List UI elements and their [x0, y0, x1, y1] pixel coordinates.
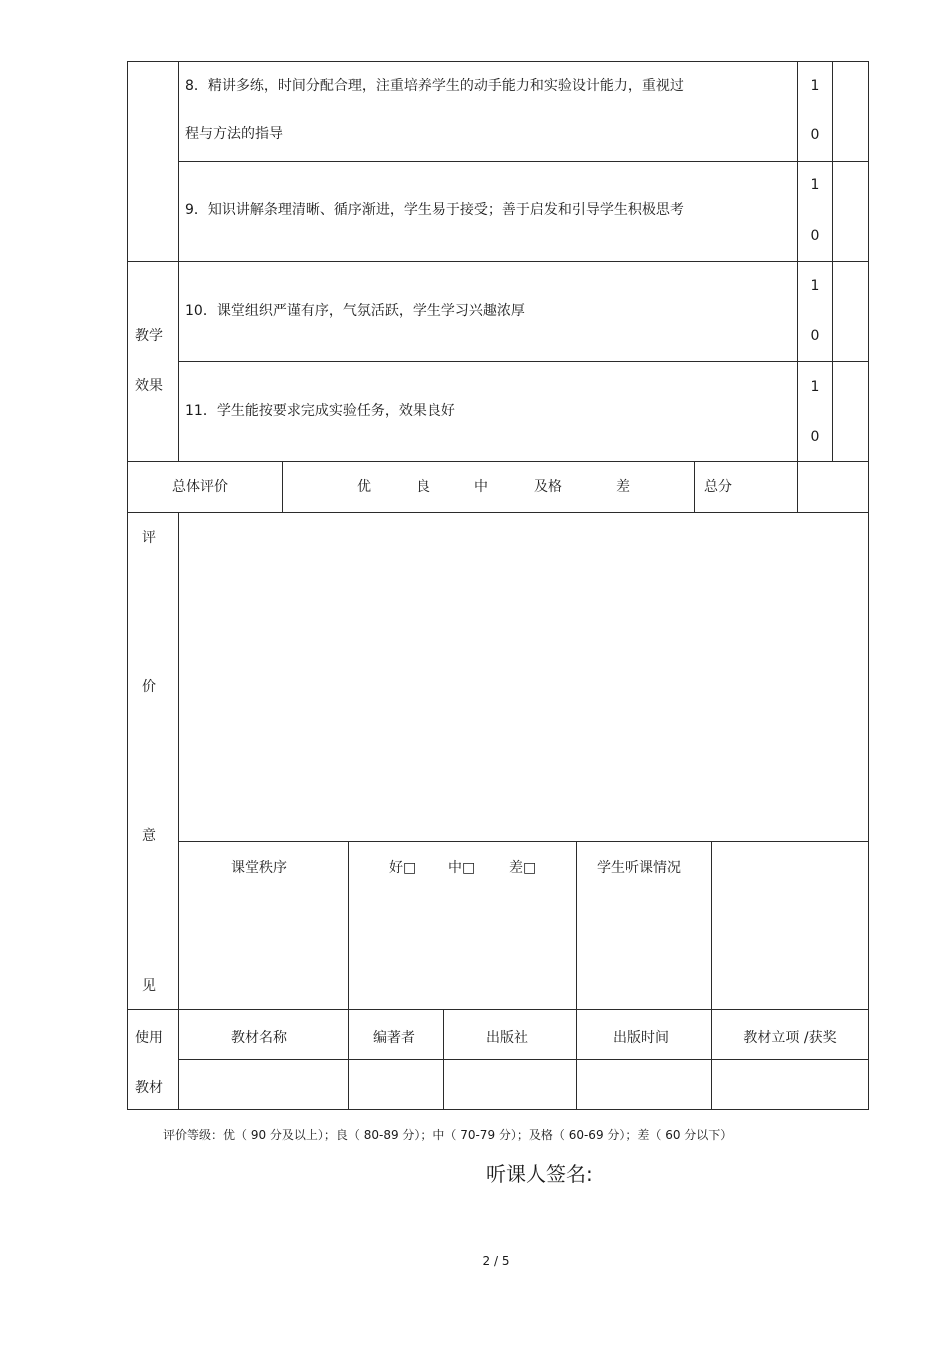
textbook-header-award: 教材立项 /获奖 [743, 1030, 837, 1046]
criterion-8-score-top: 1 [810, 78, 820, 94]
criterion-8-score-bottom: 0 [810, 127, 820, 143]
section-effect-line2: 效果 [135, 378, 163, 394]
textbook-award-cell[interactable] [712, 1060, 868, 1109]
criterion-8-line1: 8．精讲多练，时间分配合理，注重培养学生的动手能力和实验设计能力，重视过 [185, 78, 684, 94]
section-effect-line1: 教学 [135, 328, 163, 344]
opinion-text-area[interactable] [179, 513, 868, 841]
overall-label: 总体评价 [172, 479, 228, 495]
signature-label: 听课人签名: [486, 1162, 593, 1186]
textbook-header-name: 教材名称 [231, 1030, 287, 1046]
order-option-medium[interactable]: 中□ [448, 860, 476, 876]
grade-poor: 差 [616, 479, 630, 495]
student-listening-label: 学生听课情况 [597, 860, 681, 876]
opinion-char-2: 价 [142, 679, 156, 695]
criterion-8-line2: 程与方法的指导 [185, 126, 283, 142]
grade-pass: 及格 [534, 479, 562, 495]
classroom-order-label: 课堂秩序 [231, 860, 287, 876]
textbook-date-cell[interactable] [577, 1060, 711, 1109]
criterion-10-line1: 10．课堂组织严谨有序，气氛活跃，学生学习兴趣浓厚 [185, 303, 525, 319]
grading-note: 评价等级：优（ 90 分及以上）；良（ 80-89 分）；中（ 70-79 分）；及格（ 60-69 分）；差（ 60 分以下） [163, 1128, 733, 1142]
textbook-author-cell[interactable] [349, 1060, 443, 1109]
criterion-11-score-top: 1 [810, 379, 820, 395]
textbook-publisher-cell[interactable] [444, 1060, 576, 1109]
opinion-char-1: 评 [142, 530, 156, 546]
page-number: 2 / 5 [482, 1254, 510, 1268]
grade-excellent: 优 [357, 479, 371, 495]
textbook-header-publish-date: 出版时间 [613, 1030, 669, 1046]
textbook-row-label-line1: 使用 [135, 1030, 163, 1046]
criterion-10-score-top: 1 [810, 278, 820, 294]
criterion-9-score-top: 1 [810, 177, 820, 193]
student-listening-cell[interactable] [712, 842, 868, 1009]
order-option-poor[interactable]: 差□ [509, 860, 537, 876]
criterion-11-line1: 11．学生能按要求完成实验任务，效果良好 [185, 403, 455, 419]
total-score-cell[interactable] [798, 462, 868, 512]
textbook-name-cell[interactable] [179, 1060, 348, 1109]
criterion-9-line1: 9．知识讲解条理清晰、循序渐进，学生易于接受；善于启发和引导学生积极思考 [185, 202, 684, 218]
opinion-char-4: 见 [142, 978, 156, 994]
textbook-header-publisher: 出版社 [486, 1030, 528, 1046]
criterion-11-score-bottom: 0 [810, 429, 820, 445]
criterion-10-score-bottom: 0 [810, 328, 820, 344]
grade-medium: 中 [474, 479, 488, 495]
order-option-good[interactable]: 好□ [389, 860, 417, 876]
textbook-row-label-line2: 教材 [135, 1080, 163, 1096]
opinion-char-3: 意 [142, 828, 156, 844]
grade-good: 良 [416, 479, 430, 495]
criterion-9-score-bottom: 0 [810, 228, 820, 244]
total-score-label: 总分 [704, 479, 732, 495]
textbook-header-author: 编著者 [373, 1030, 415, 1046]
